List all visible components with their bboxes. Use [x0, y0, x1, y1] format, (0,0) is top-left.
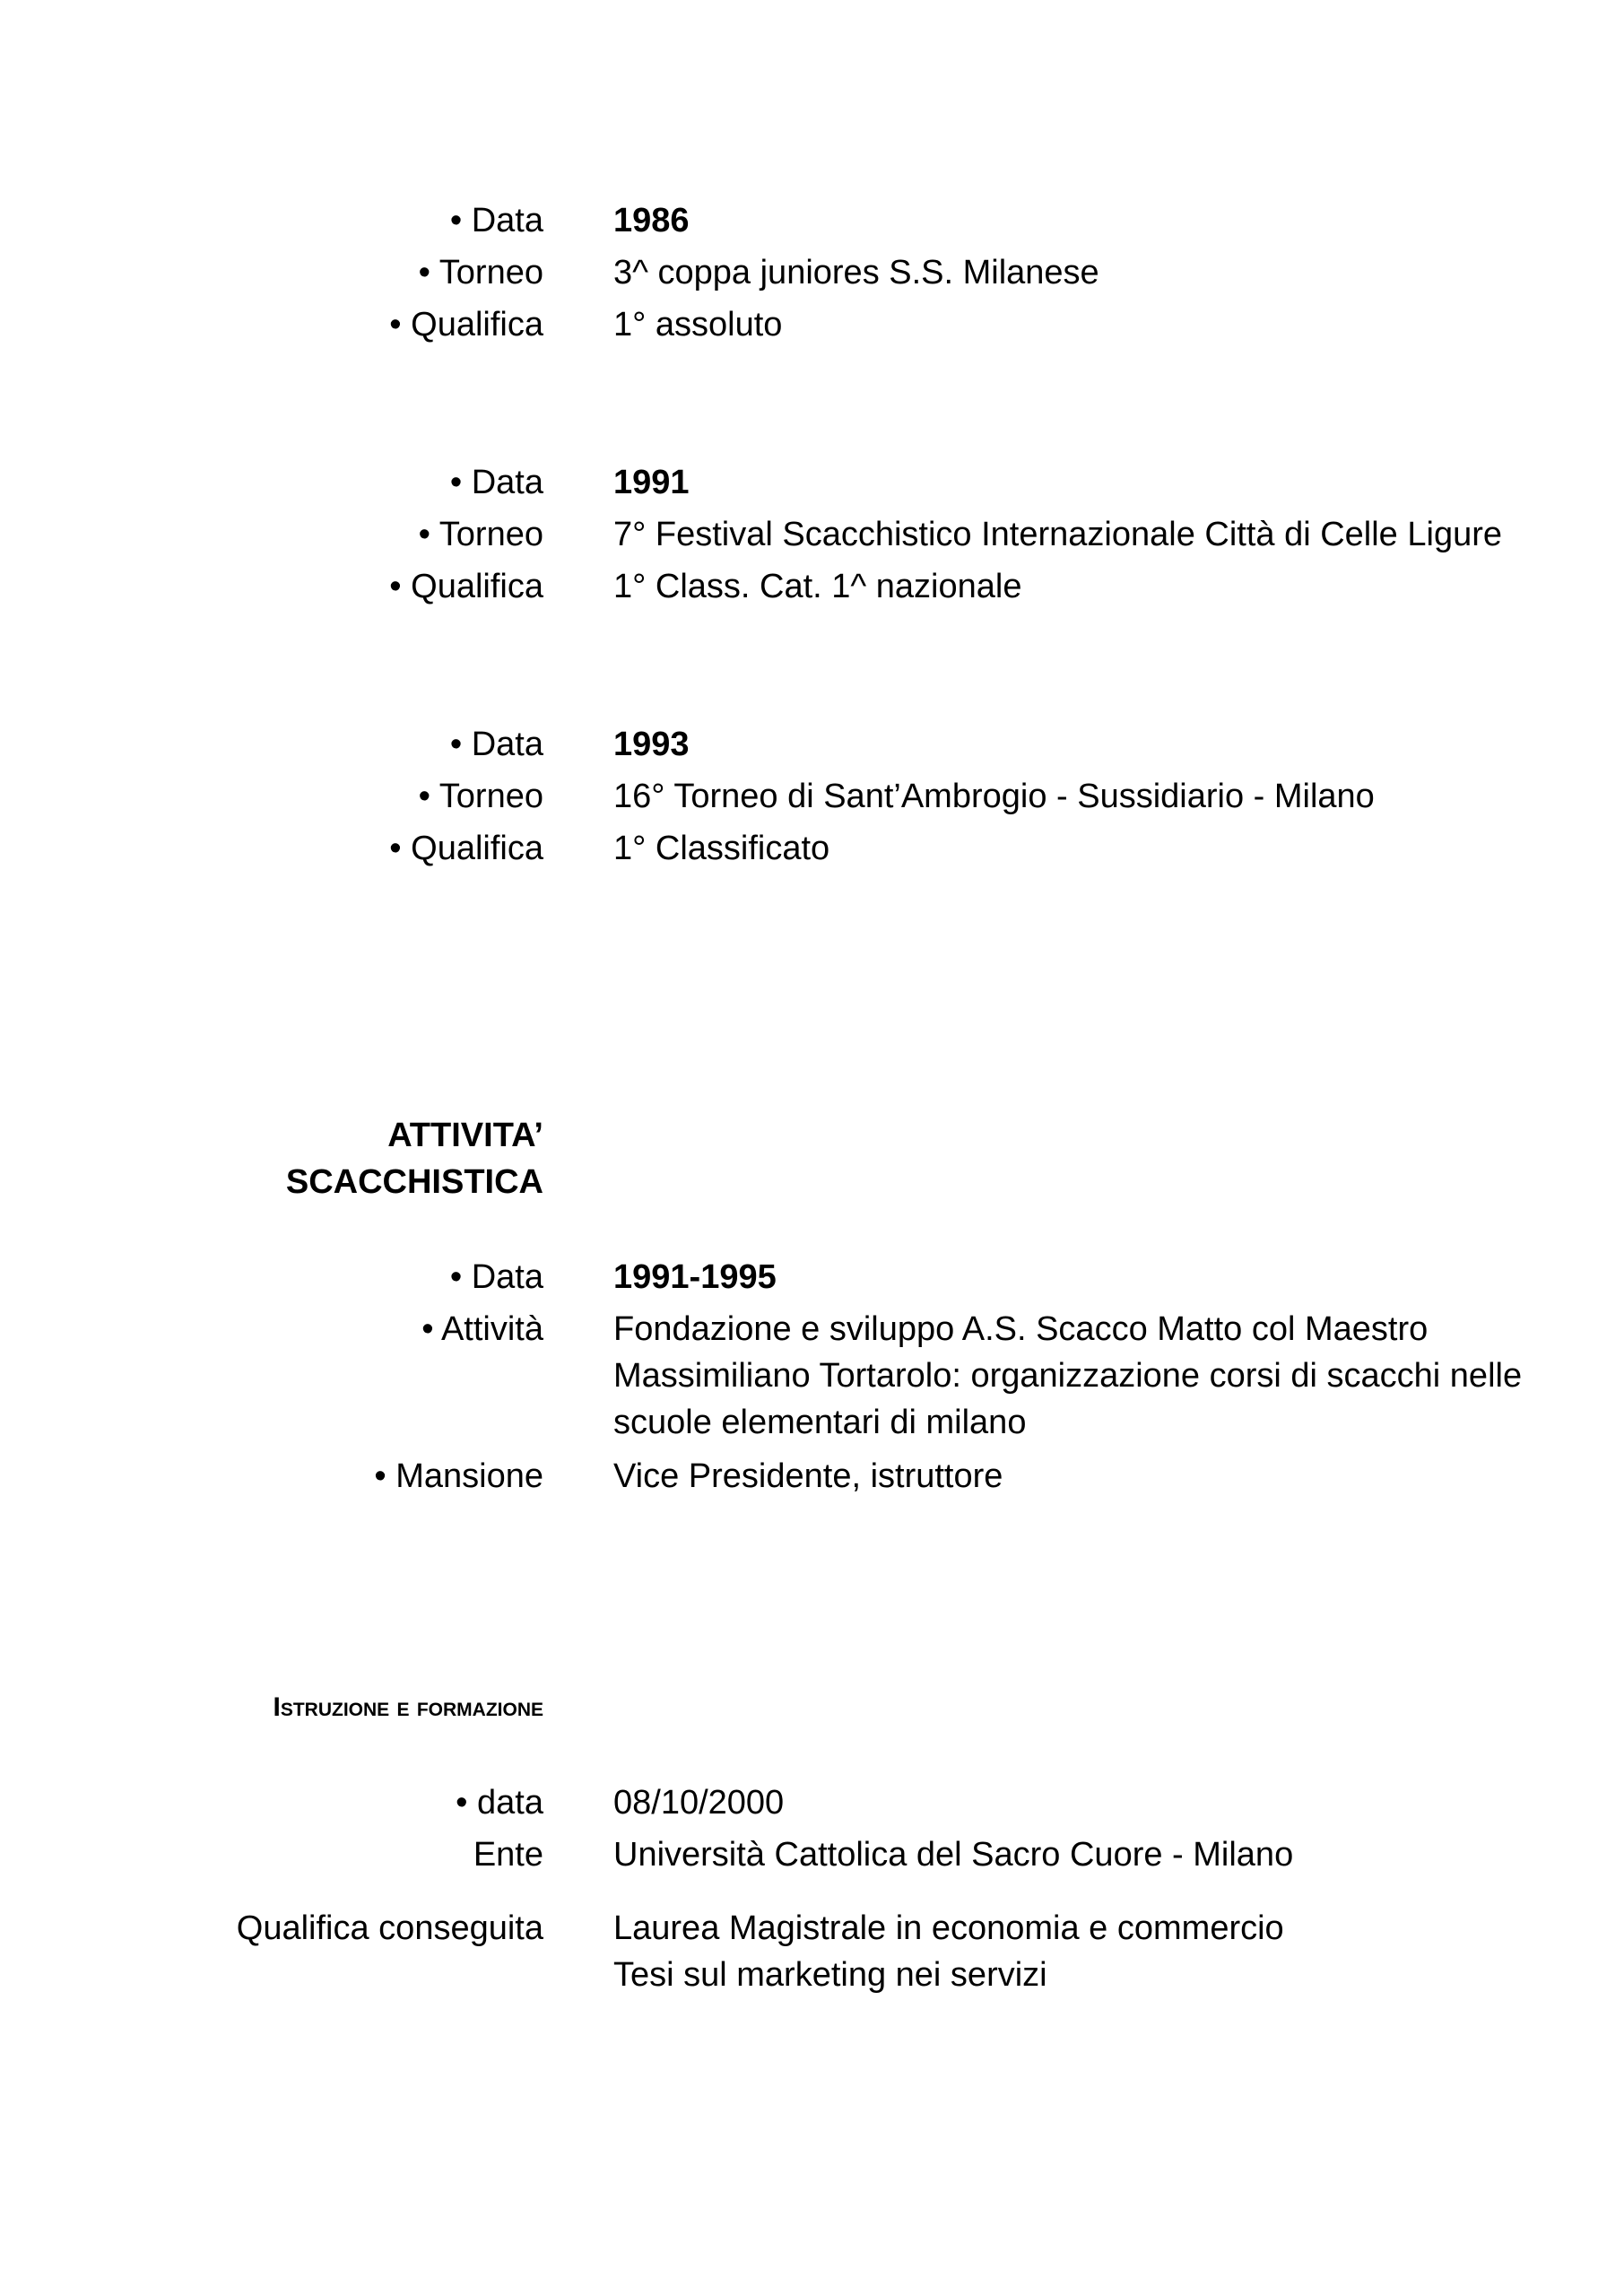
torneo-2-qualifica-row [0, 563, 1624, 617]
attivita-label: • Attività [421, 1310, 543, 1348]
torneo-3-data-row [0, 721, 1624, 775]
istruzione-data-row [0, 1779, 1624, 1833]
mansione-value: Vice Presidente, istruttore [613, 1457, 1003, 1495]
torneo-1-data-row [0, 197, 1624, 251]
data-label: • Data [449, 726, 543, 763]
qualifica-label: Qualifica conseguita [236, 1909, 543, 1947]
torneo-value: 7° Festival Scacchistico Internazionale Città di Celle Ligure [613, 516, 1503, 553]
qualifica-label: • Qualifica [389, 830, 543, 867]
istruzione-ente-row [0, 1831, 1624, 1885]
attivita-heading-line2: SCACCHISTICA [285, 1163, 543, 1201]
istruzione-qualifica-row [0, 1905, 1624, 2004]
data-label: • Data [449, 202, 543, 239]
torneo-1-qualifica-row [0, 301, 1624, 355]
torneo-label: • Torneo [418, 254, 543, 291]
istruzione-heading: Istruzione e formazione [273, 1692, 543, 1722]
torneo-2-torneo-row [0, 511, 1624, 565]
data-label: • data [456, 1784, 543, 1822]
torneo-label: • Torneo [418, 778, 543, 815]
torneo-value: 3^ coppa juniores S.S. Milanese [613, 254, 1099, 291]
qualifica-value-line1: Laurea Magistrale in economia e commercio [613, 1909, 1284, 1947]
qualifica-label: • Qualifica [389, 568, 543, 605]
qualifica-label: • Qualifica [389, 306, 543, 344]
torneo-label: • Torneo [418, 516, 543, 553]
torneo-value: 16° Torneo di Sant’Ambrogio - Sussidiario - Milano [613, 778, 1375, 815]
torneo-3-torneo-row [0, 773, 1624, 827]
mansione-label: • Mansione [374, 1457, 543, 1495]
data-value: 08/10/2000 [613, 1784, 785, 1822]
qualifica-value-line2: Tesi sul marketing nei servizi [613, 1956, 1047, 1994]
attivita-heading-line1: ATTIVITA’ [387, 1117, 543, 1154]
qualifica-value: 1° Class. Cat. 1^ nazionale [613, 568, 1022, 605]
data-label: • Data [449, 464, 543, 501]
attivita-value: Fondazione e sviluppo A.S. Scacco Matto col Maestro Massimiliano Tortarolo: organizzazione corsi di scacchi nelle scuole elementari di milano [613, 1310, 1523, 1441]
ente-value: Università Cattolica del Sacro Cuore - Milano [613, 1836, 1294, 1874]
data-value: 1991-1995 [613, 1258, 777, 1296]
attivita-attivita-row [0, 1306, 1624, 1458]
qualifica-value: 1° Classificato [613, 830, 830, 867]
attivita-mansione-row [0, 1453, 1624, 1507]
ente-label: Ente [473, 1836, 543, 1874]
data-label: • Data [449, 1258, 543, 1296]
attivita-data-row [0, 1254, 1624, 1308]
torneo-2-data-row [0, 459, 1624, 513]
data-value: 1993 [613, 726, 690, 763]
qualifica-value: 1° assoluto [613, 306, 783, 344]
data-value: 1986 [613, 202, 690, 239]
torneo-3-qualifica-row [0, 825, 1624, 879]
torneo-1-torneo-row [0, 249, 1624, 303]
data-value: 1991 [613, 464, 690, 501]
